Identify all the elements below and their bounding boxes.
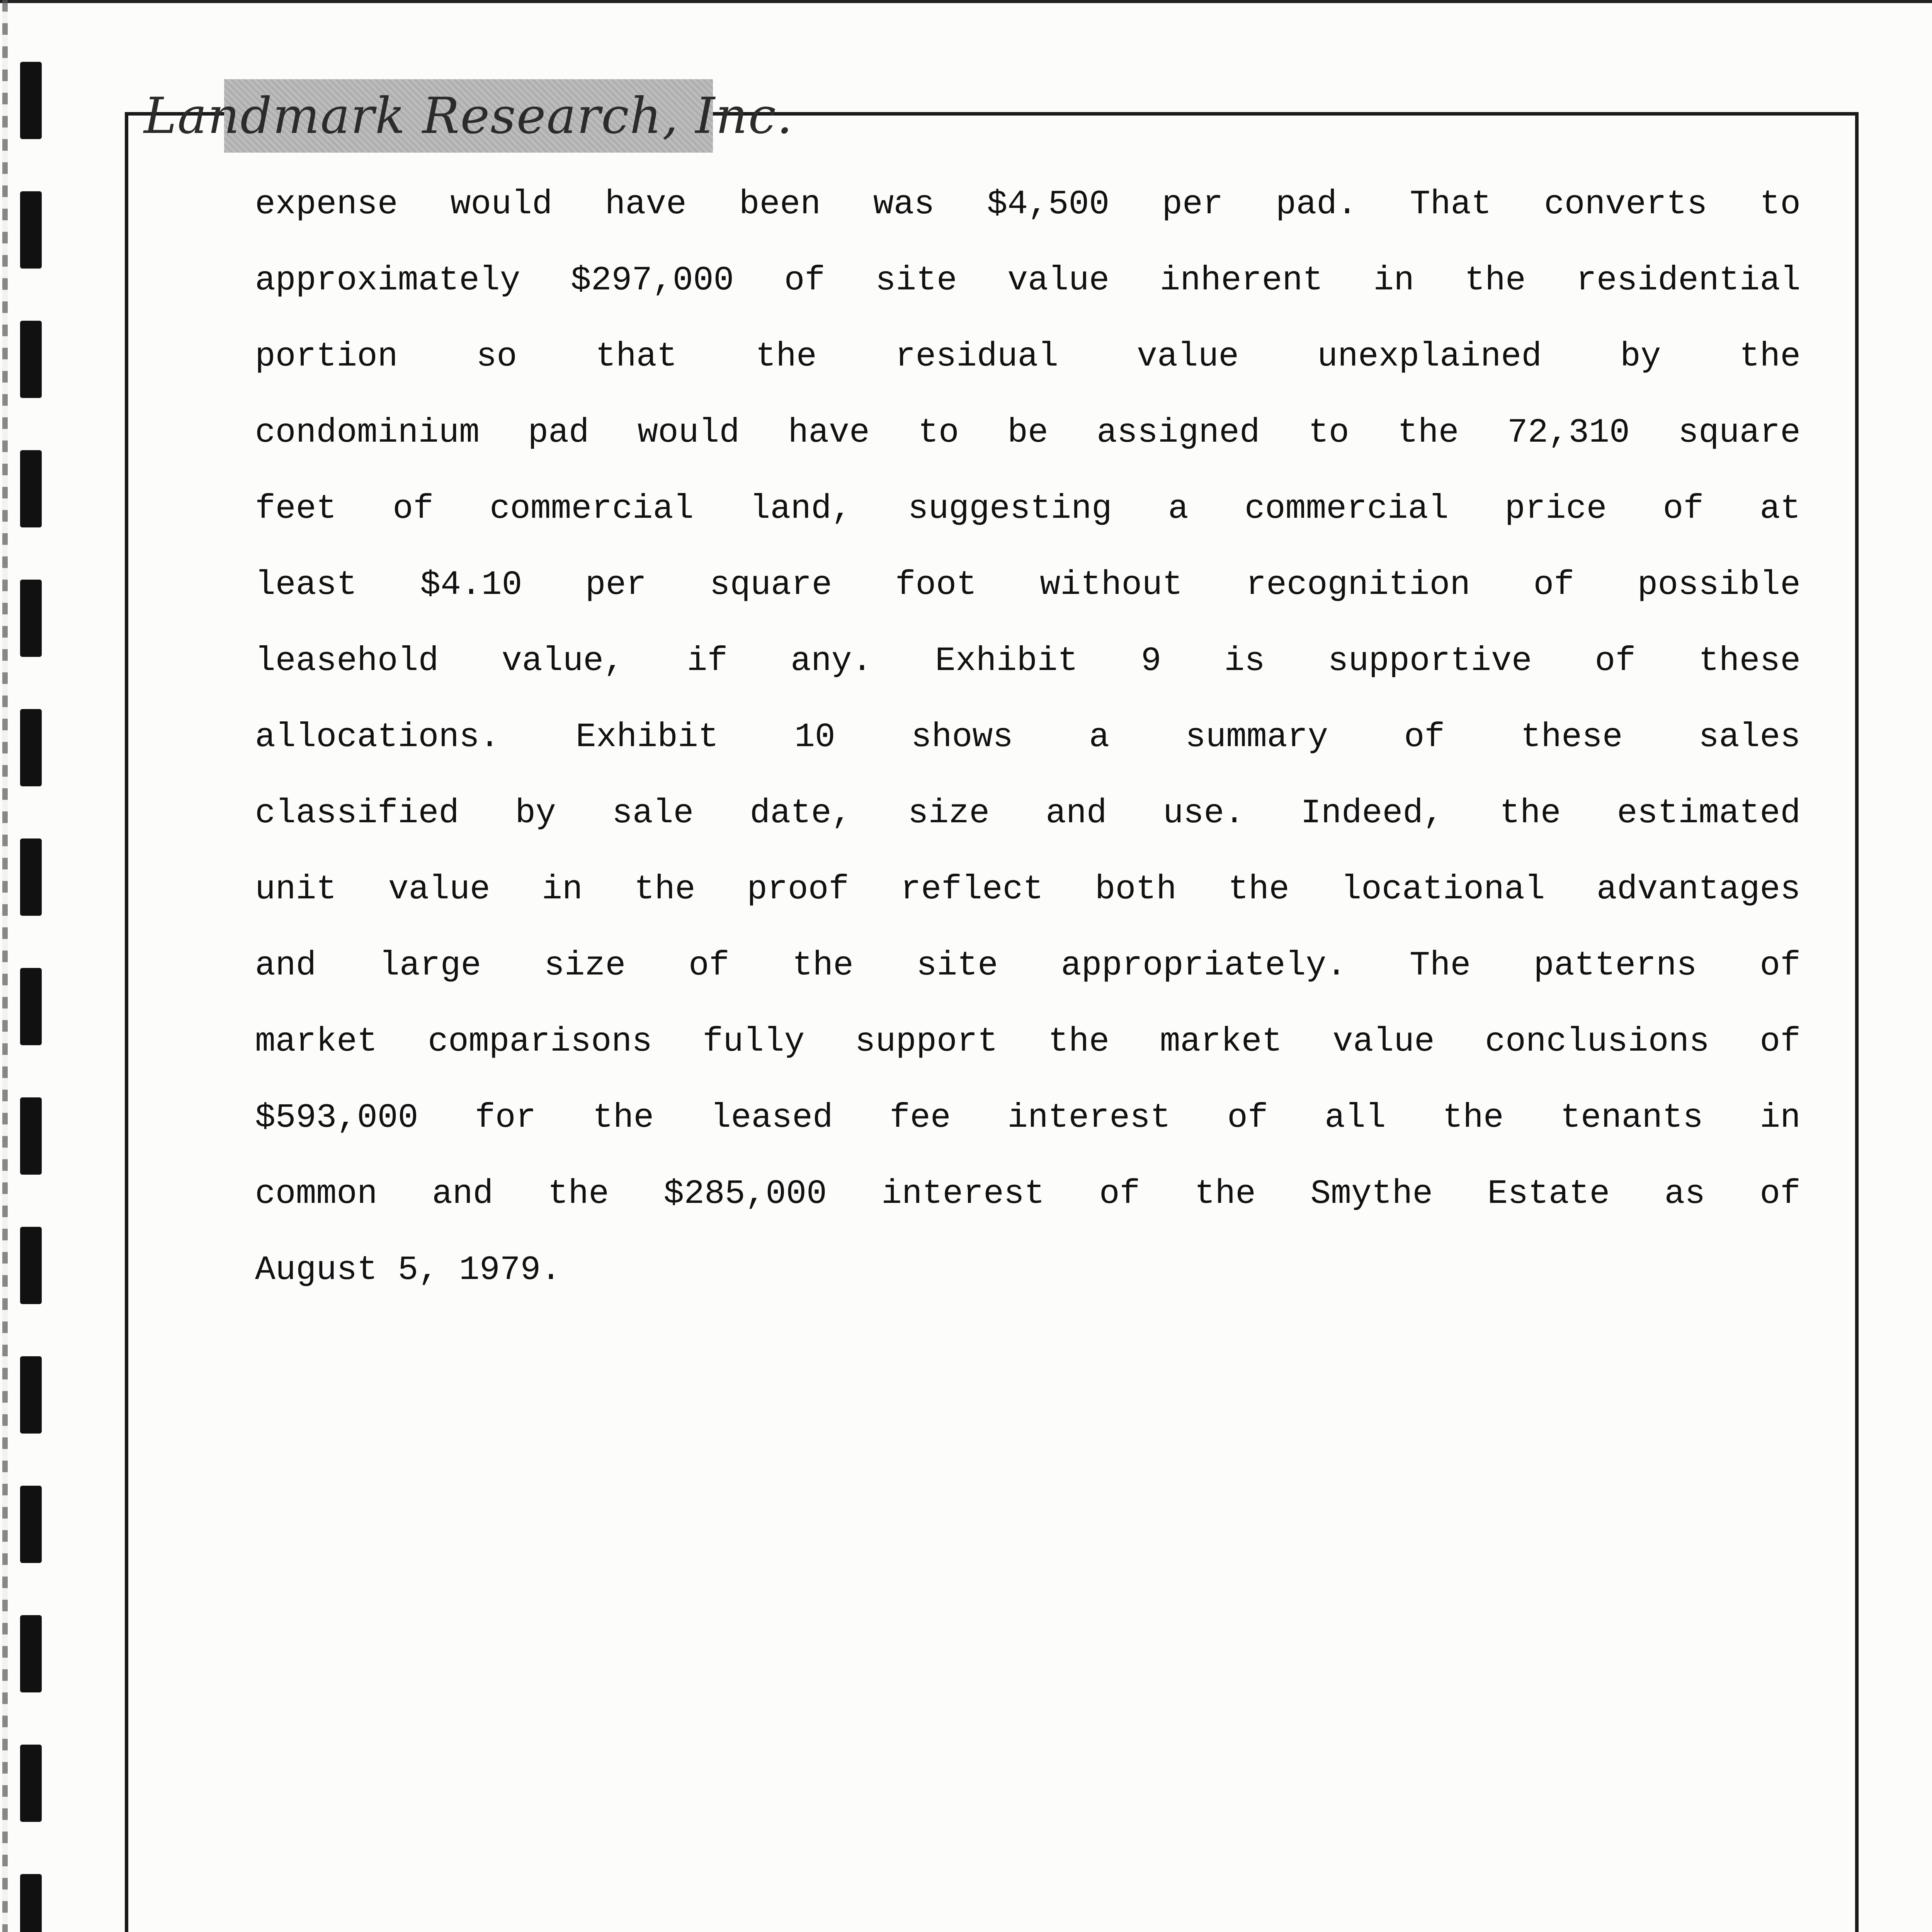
binder-hole (20, 1745, 42, 1822)
body-line: and large size of the site appropriately. The patterns of (255, 947, 1801, 985)
binder-hole (20, 1227, 42, 1304)
body-line: $593,000 for the leased fee interest of all the tenants in (255, 1099, 1801, 1137)
body-line: market comparisons fully support the market value conclusions of (255, 1023, 1801, 1061)
body-line: condominium pad would have to be assigned to the 72,310 square (255, 414, 1801, 452)
page-top-edge (0, 0, 1932, 3)
body-text (255, 185, 1801, 1327)
body-line: portion so that the residual value unexplained by the (255, 338, 1801, 376)
binder-hole (20, 838, 42, 916)
body-line: allocations. Exhibit 10 shows a summary of these sales (255, 718, 1801, 757)
body-line: leasehold value, if any. Exhibit 9 is supportive of these (255, 642, 1801, 680)
body-line: feet of commercial land, suggesting a commercial price of at (255, 490, 1801, 528)
body-line: least $4.10 per square foot without recognition of possible (255, 566, 1801, 604)
binder-hole (20, 321, 42, 398)
body-line: classified by sale date, size and use. Indeed, the estimated (255, 794, 1801, 833)
logo-text: Landmark Research, Inc. (144, 87, 793, 145)
binder-hole (20, 62, 42, 139)
binder-strip (2, 0, 8, 1932)
binder-hole (20, 1486, 42, 1563)
body-line: common and the $285,000 interest of the Smythe Estate as of (255, 1175, 1801, 1213)
binder-hole (20, 968, 42, 1045)
body-line: August 5, 1979. (255, 1251, 561, 1289)
company-logo (144, 79, 793, 153)
binder-hole (20, 580, 42, 657)
binder-hole (20, 191, 42, 269)
binder-hole (20, 1615, 42, 1692)
binder-hole (20, 1356, 42, 1434)
binder-hole (20, 1874, 42, 1932)
binder-hole (20, 1097, 42, 1175)
body-line: expense would have been was $4,500 per pad. That converts to (255, 185, 1801, 224)
binder-hole (20, 450, 42, 527)
body-line: approximately $297,000 of site value inherent in the residential (255, 262, 1801, 300)
binder-hole (20, 709, 42, 786)
body-line: unit value in the proof reflect both the locational advantages (255, 871, 1801, 909)
